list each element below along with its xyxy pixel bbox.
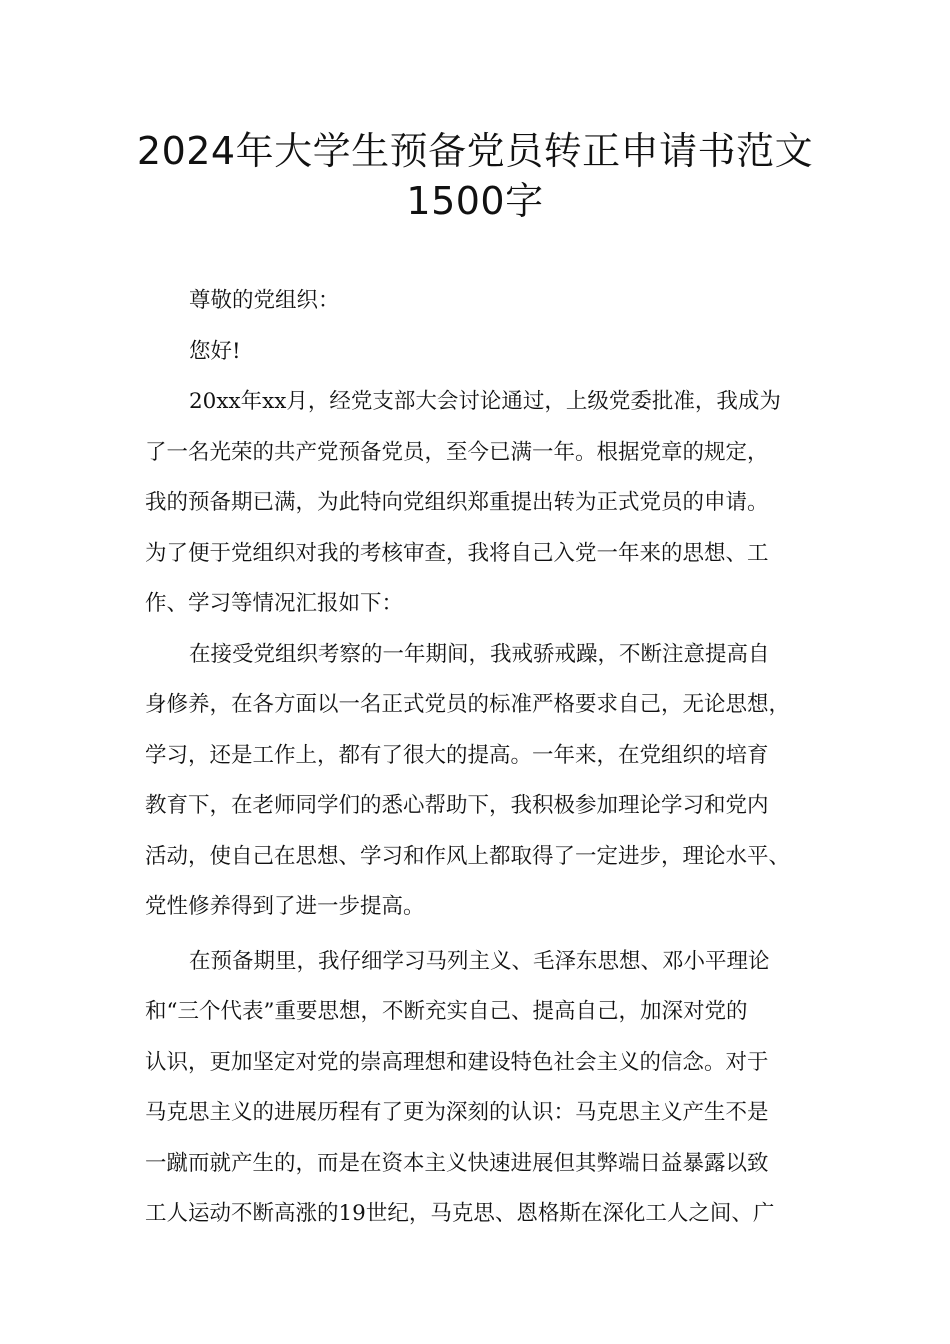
paragraph-line: 工人运动不断高涨的19世纪，马克思、恩格斯在深化工人之间、广 [145, 1201, 775, 1226]
paragraph-line: 作、学习等情况汇报如下： [145, 591, 404, 616]
paragraph-line: 马克思主义的进展历程有了更为深刻的认识：马克思主义产生不是 [145, 1100, 769, 1125]
salutation-text: 尊敬的党组织： [189, 288, 340, 313]
paragraph-line: 学习，还是工作上，都有了很大的提高。一年来，在党组织的培育 [145, 742, 769, 768]
paragraph [145, 937, 835, 1240]
paragraph-line: 我的预备期已满，为此特向党组织郑重提出转为正式党员的申请。 [145, 490, 769, 515]
document-title [100, 126, 850, 226]
document-body [145, 276, 835, 1240]
title-line: 2024年大学生预备党员转正申请书范文 [136, 129, 814, 173]
paragraph-line: 20xx年xx月，经党支部大会讨论通过，上级党委批准，我成为 [189, 389, 781, 414]
title-line: 1500字 [406, 179, 544, 223]
paragraph-line: 了一名光荣的共产党预备党员，至今已满一年。根据党章的规定， [145, 439, 769, 465]
paragraph-line: 在接受党组织考察的一年期间，我戒骄戒躁，不断注意提高自 [189, 641, 770, 667]
paragraph-line: 活动，使自己在思想、学习和作风上都取得了一定进步，理论水平、 [145, 843, 791, 869]
paragraph-line: 教育下，在老师同学们的悉心帮助下，我积极参加理论学习和党内 [145, 793, 769, 818]
paragraph-line: 一蹴而就产生的，而是在资本主义快速进展但其弊端日益暴露以致 [145, 1150, 769, 1176]
paragraph-line: 身修养，在各方面以一名正式党员的标准严格要求自己，无论思想， [145, 692, 791, 717]
paragraph-line: 在预备期里，我仔细学习马列主义、毛泽东思想、邓小平理论 [189, 948, 770, 974]
paragraph-line: 和“三个代表”重要思想，不断充实自己、提高自己，加深对党的 [145, 999, 748, 1024]
paragraph-line: 认识，更加坚定对党的崇高理想和建设特色社会主义的信念。对于 [145, 1049, 769, 1075]
paragraph-line: 为了便于党组织对我的考核审查，我将自己入党一年来的思想、工 [145, 540, 769, 566]
paragraph [145, 630, 835, 933]
greeting-text: 您好! [189, 338, 241, 364]
paragraph-line: 党性修养得到了进一步提高。 [145, 894, 425, 919]
greeting [145, 327, 835, 378]
salutation [145, 276, 835, 327]
paragraph [145, 377, 835, 630]
